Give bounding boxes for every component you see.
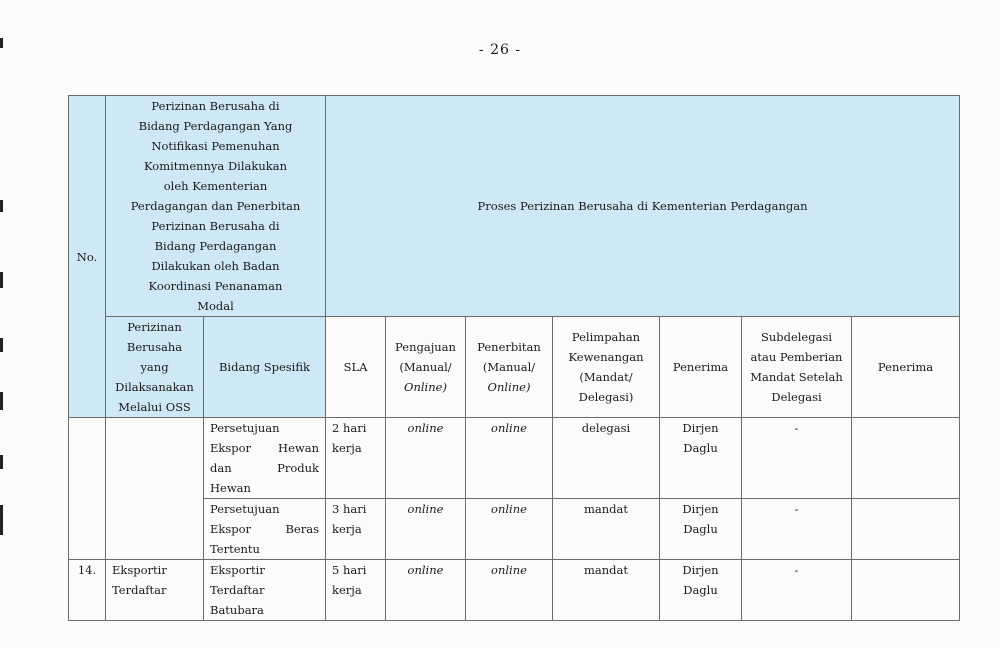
cell-no: [69, 418, 106, 560]
cell-pengajuan: online: [386, 499, 466, 560]
scan-edge-mark: [0, 455, 3, 469]
bidang-line: Ekspor Beras: [210, 522, 319, 536]
header-penerbitan-label: Penerbitan (Manual/: [477, 340, 541, 374]
page-number: - 26 -: [478, 42, 522, 58]
bidang-line: Tertentu: [210, 542, 260, 556]
header-penerima: Penerima: [660, 317, 742, 418]
header-pengajuan: [386, 317, 466, 418]
cell-penerbitan: online: [466, 418, 553, 499]
bidang-line: Ekspor Hewan: [210, 441, 319, 455]
cell-pelimpahan: mandat: [553, 560, 660, 621]
bidang-line: Persetujuan: [210, 502, 280, 516]
header-pelimpahan: Pelimpahan Kewenangan (Mandat/ Delegasi): [553, 317, 660, 418]
cell-penerima-2: [852, 499, 960, 560]
header-no: No.: [69, 96, 106, 418]
header-pengajuan-online: Online): [404, 380, 447, 394]
cell-penerima: Dirjen Daglu: [660, 560, 742, 621]
table-row: [69, 560, 960, 621]
scan-edge-mark: [0, 38, 3, 48]
cell-subdelegasi: -: [742, 418, 852, 499]
cell-no: 14.: [69, 560, 106, 621]
header-subdelegasi: Subdelegasi atau Pemberian Mandat Setelah Delegasi: [742, 317, 852, 418]
cell-subdelegasi: -: [742, 499, 852, 560]
cell-pengajuan: online: [386, 418, 466, 499]
scan-edge-mark: [0, 505, 3, 535]
cell-bidang: [204, 499, 326, 560]
scan-edge-mark: [0, 200, 3, 212]
header-process-title: Proses Perizinan Berusaha di Kementerian Perdagangan: [326, 96, 960, 317]
header-bidang: Bidang Spesifik: [204, 317, 326, 418]
bidang-line: Eksportir: [210, 563, 265, 577]
header-row-top: [69, 96, 960, 317]
header-penerbitan-online: Online): [487, 380, 531, 394]
cell-pelimpahan: mandat: [553, 499, 660, 560]
cell-oss: [106, 418, 204, 560]
licensing-process-table: [68, 95, 960, 621]
cell-penerima: Dirjen Daglu: [660, 499, 742, 560]
cell-pengajuan: online: [386, 560, 466, 621]
cell-penerbitan: online: [466, 499, 553, 560]
header-oss: Perizinan Berusaha yang Dilaksanakan Melalui OSS: [106, 317, 204, 418]
cell-bidang: [204, 560, 326, 621]
cell-penerima-2: [852, 418, 960, 499]
header-row-columns: [69, 317, 960, 418]
cell-sla: 5 hari kerja: [326, 560, 386, 621]
cell-penerbitan: online: [466, 560, 553, 621]
cell-subdelegasi: -: [742, 560, 852, 621]
cell-penerima-2: [852, 560, 960, 621]
cell-sla: 3 hari kerja: [326, 499, 386, 560]
bidang-line: Persetujuan: [210, 421, 280, 435]
cell-penerima: Dirjen Daglu: [660, 418, 742, 499]
cell-bidang: [204, 418, 326, 499]
bidang-line: dan Produk: [210, 461, 319, 475]
header-pengajuan-label: Pengajuan (Manual/: [395, 340, 456, 374]
header-group-title: Perizinan Berusaha di Bidang Perdagangan Yang Notifikasi Pemenuhan Komitmennya Dilakukan oleh Kementerian Perdagangan dan Penerbitan Perizinan Berusaha di Bidang Perdagangan Dilakukan oleh Badan Koordinasi Penanaman Modal: [106, 96, 326, 317]
header-sla: SLA: [326, 317, 386, 418]
header-penerima-2: Penerima: [852, 317, 960, 418]
scan-edge-mark: [0, 392, 3, 410]
table-row: [69, 418, 960, 499]
header-penerbitan: [466, 317, 553, 418]
cell-pelimpahan: delegasi: [553, 418, 660, 499]
scan-edge-mark: [0, 338, 3, 352]
bidang-line: Batubara: [210, 603, 264, 617]
cell-sla: 2 hari kerja: [326, 418, 386, 499]
cell-oss: Eksportir Terdaftar: [106, 560, 204, 621]
scan-edge-mark: [0, 272, 3, 288]
bidang-line: Hewan: [210, 481, 251, 495]
bidang-line: Terdaftar: [210, 583, 265, 597]
